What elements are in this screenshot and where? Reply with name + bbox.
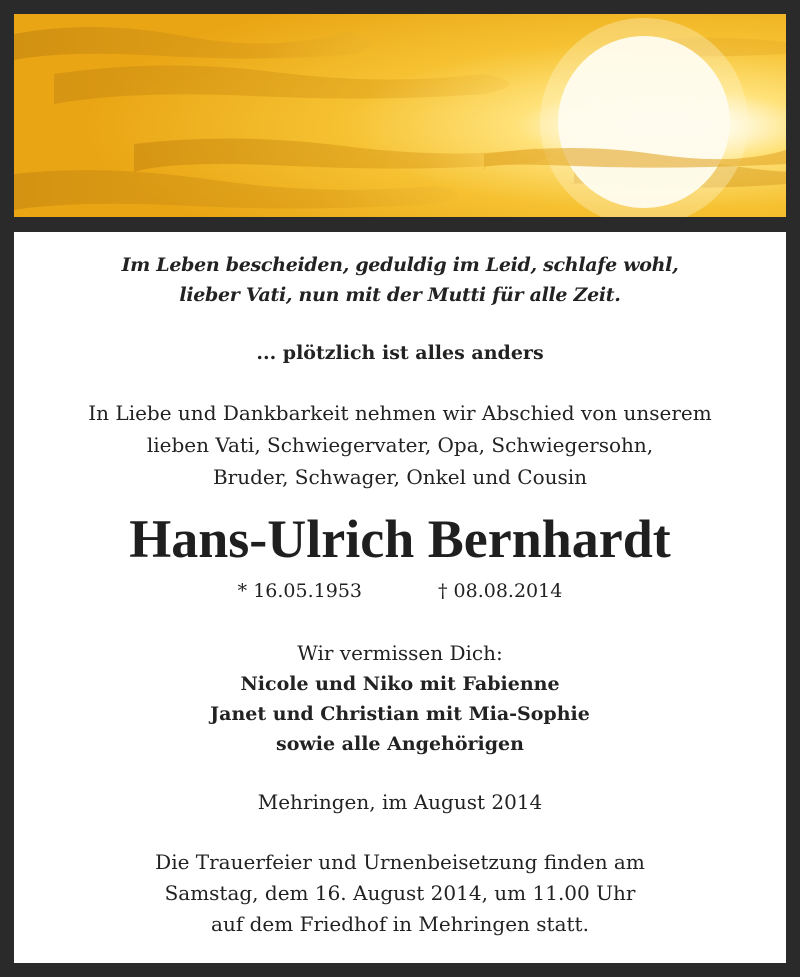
- motto-line-1: Im Leben bescheiden, geduldig im Leid, schlafe wohl,: [121, 254, 679, 276]
- ceremony-line-1: Die Trauerfeier und Urnenbeisetzung finden am: [155, 850, 645, 874]
- life-dates: [14, 580, 786, 602]
- sunset-illustration: [14, 14, 786, 217]
- deceased-name: Hans-Ulrich Bernhardt: [129, 509, 671, 569]
- birth-date: * 16.05.1953: [237, 580, 362, 602]
- intro-line-3: Bruder, Schwager, Onkel und Cousin: [212, 465, 588, 489]
- mourners-line-3: sowie alle Angehörigen: [276, 733, 524, 755]
- mourners-line-1: Nicole und Niko mit Fabienne: [240, 673, 560, 695]
- ceremony-line-2: Samstag, dem 16. August 2014, um 11.00 Uhr: [164, 881, 636, 905]
- ceremony-line-3: auf dem Friedhof in Mehringen statt.: [211, 912, 589, 936]
- mourners-heading: Wir vermissen Dich:: [297, 641, 503, 665]
- intro-line-2: lieben Vati, Schwiegervater, Opa, Schwiegersohn,: [146, 433, 654, 457]
- death-date: † 08.08.2014: [438, 580, 563, 602]
- subtitle: ... plötzlich ist alles anders: [256, 342, 544, 364]
- obituary-text-panel: [14, 232, 786, 963]
- place-date: Mehringen, im August 2014: [257, 790, 543, 814]
- sunset-banner-image: [14, 14, 786, 217]
- motto-line-2: lieber Vati, nun mit der Mutti für alle Zeit.: [179, 284, 621, 306]
- intro-line-1: In Liebe und Dankbarkeit nehmen wir Abschied von unserem: [88, 401, 712, 425]
- mourners-line-2: Janet und Christian mit Mia-Sophie: [210, 703, 590, 725]
